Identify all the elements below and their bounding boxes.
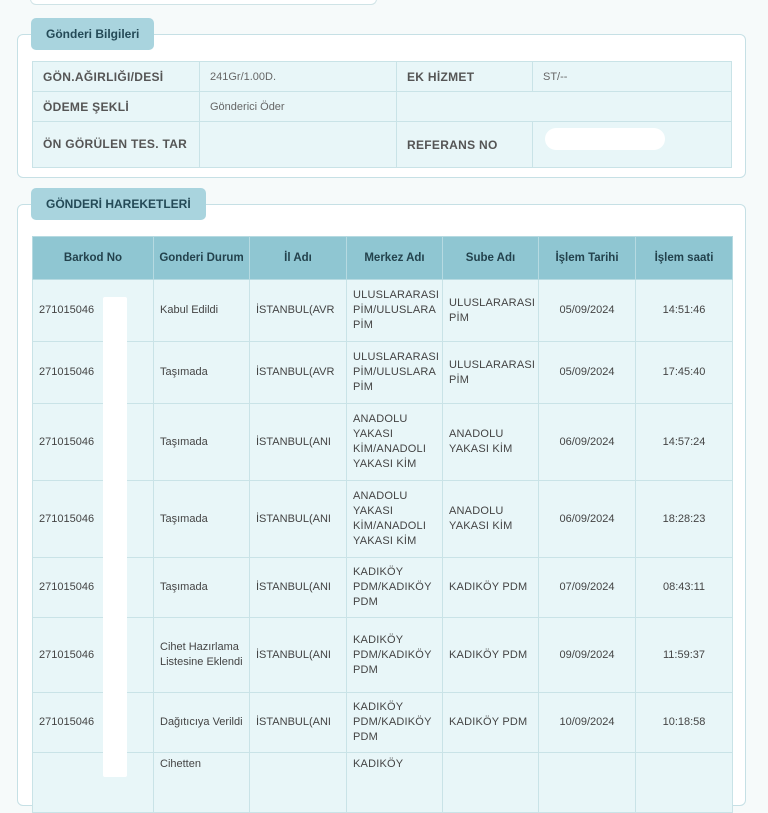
time-cell: 14:57:24 — [636, 404, 733, 481]
table-row — [33, 342, 733, 404]
center-cell: KADIKÖY PDM/KADIKÖY PDM — [347, 558, 443, 618]
center-cell: ULUSLARARASI PİM/ULUSLARA PİM — [347, 280, 443, 342]
col-status: Gonderi Durum — [154, 237, 250, 280]
city-cell: İSTANBUL(ANI — [250, 404, 347, 481]
table-row — [33, 558, 733, 618]
date-cell: 05/09/2024 — [539, 342, 636, 404]
date-cell: 09/09/2024 — [539, 618, 636, 693]
shipment-movements-tab: GÖNDERİ HAREKETLERİ — [31, 188, 206, 220]
movements-table — [32, 236, 733, 813]
barcode-cell: 271015046 — [33, 404, 154, 481]
date-cell — [539, 753, 636, 813]
time-cell: 11:59:37 — [636, 618, 733, 693]
payment-label: ÖDEME ŞEKLİ — [33, 92, 200, 122]
city-cell: İSTANBUL(AVR — [250, 342, 347, 404]
barcode-cell: 271015046 — [33, 693, 154, 753]
branch-cell — [443, 753, 539, 813]
col-branch: Sube Adı — [443, 237, 539, 280]
city-cell: İSTANBUL(ANI — [250, 481, 347, 558]
table-row — [33, 280, 733, 342]
branch-cell: ULUSLARARASI PİM — [443, 342, 539, 404]
center-cell: KADIKÖY PDM/KADIKÖY PDM — [347, 693, 443, 753]
center-cell: ANADOLU YAKASI KİM/ANADOLI YAKASI KİM — [347, 404, 443, 481]
status-cell: Taşımada — [154, 481, 250, 558]
reference-label: REFERANS NO — [397, 122, 533, 168]
table-row — [33, 404, 733, 481]
barcode-cell: 271015046 — [33, 618, 154, 693]
extra-service-value: ST/-- — [533, 62, 732, 92]
status-cell: Taşımada — [154, 404, 250, 481]
city-cell — [250, 753, 347, 813]
info-row-weight — [33, 62, 732, 92]
time-cell: 17:45:40 — [636, 342, 733, 404]
weight-label: GÖN.AĞIRLIĞI/DESİ — [33, 62, 200, 92]
branch-cell: ANADOLU YAKASI KİM — [443, 404, 539, 481]
shipment-info-table — [32, 61, 732, 168]
time-cell: 08:43:11 — [636, 558, 733, 618]
time-cell: 14:51:46 — [636, 280, 733, 342]
shipment-info-tab: Gönderi Bilgileri — [31, 18, 154, 50]
date-cell: 07/09/2024 — [539, 558, 636, 618]
branch-cell: KADIKÖY PDM — [443, 618, 539, 693]
extra-service-label: EK HİZMET — [397, 62, 533, 92]
estimated-delivery-value — [200, 122, 397, 168]
branch-cell: KADIKÖY PDM — [443, 558, 539, 618]
center-cell: ULUSLARARASI PİM/ULUSLARA PİM — [347, 342, 443, 404]
center-cell: KADIKÖY — [347, 753, 443, 813]
time-cell — [636, 753, 733, 813]
barcode-cell: 271015046 — [33, 342, 154, 404]
status-cell: Taşımada — [154, 342, 250, 404]
info-row-payment — [33, 92, 732, 122]
date-cell: 10/09/2024 — [539, 693, 636, 753]
barcode-redaction — [103, 297, 127, 777]
status-cell: Cihetten — [154, 753, 250, 813]
previous-panel-edge — [30, 0, 377, 5]
date-cell: 06/09/2024 — [539, 404, 636, 481]
table-row — [33, 481, 733, 558]
city-cell: İSTANBUL(ANI — [250, 558, 347, 618]
payment-value: Gönderici Öder — [200, 92, 397, 122]
col-time: İşlem saati — [636, 237, 733, 280]
status-cell: Taşımada — [154, 558, 250, 618]
col-center: Merkez Adı — [347, 237, 443, 280]
time-cell: 10:18:58 — [636, 693, 733, 753]
reference-redaction — [545, 128, 665, 150]
estimated-delivery-label: ÖN GÖRÜLEN TES. TAR — [33, 122, 200, 168]
city-cell: İSTANBUL(ANI — [250, 693, 347, 753]
col-city: İl Adı — [250, 237, 347, 280]
col-date: İşlem Tarihi — [539, 237, 636, 280]
center-cell: ANADOLU YAKASI KİM/ANADOLI YAKASI KİM — [347, 481, 443, 558]
barcode-cell — [33, 753, 154, 813]
status-cell: Kabul Edildi — [154, 280, 250, 342]
movements-header-row — [33, 237, 733, 280]
city-cell: İSTANBUL(AVR — [250, 280, 347, 342]
center-cell: KADIKÖY PDM/KADIKÖY PDM — [347, 618, 443, 693]
empty-cell — [397, 92, 732, 122]
branch-cell: ANADOLU YAKASI KİM — [443, 481, 539, 558]
table-row — [33, 693, 733, 753]
status-cell: Cihet Hazırlama Listesine Eklendi — [154, 618, 250, 693]
time-cell: 18:28:23 — [636, 481, 733, 558]
barcode-cell: 271015046 — [33, 481, 154, 558]
date-cell: 05/09/2024 — [539, 280, 636, 342]
date-cell: 06/09/2024 — [539, 481, 636, 558]
table-row — [33, 618, 733, 693]
status-cell: Dağıtıcıya Verildi — [154, 693, 250, 753]
city-cell: İSTANBUL(ANI — [250, 618, 347, 693]
weight-value: 241Gr/1.00D. — [200, 62, 397, 92]
table-row — [33, 753, 733, 813]
col-barcode: Barkod No — [33, 237, 154, 280]
shipment-info-panel — [17, 27, 746, 178]
barcode-cell: 271015046 — [33, 280, 154, 342]
branch-cell: ULUSLARARASI PİM — [443, 280, 539, 342]
barcode-cell: 271015046 — [33, 558, 154, 618]
branch-cell: KADIKÖY PDM — [443, 693, 539, 753]
